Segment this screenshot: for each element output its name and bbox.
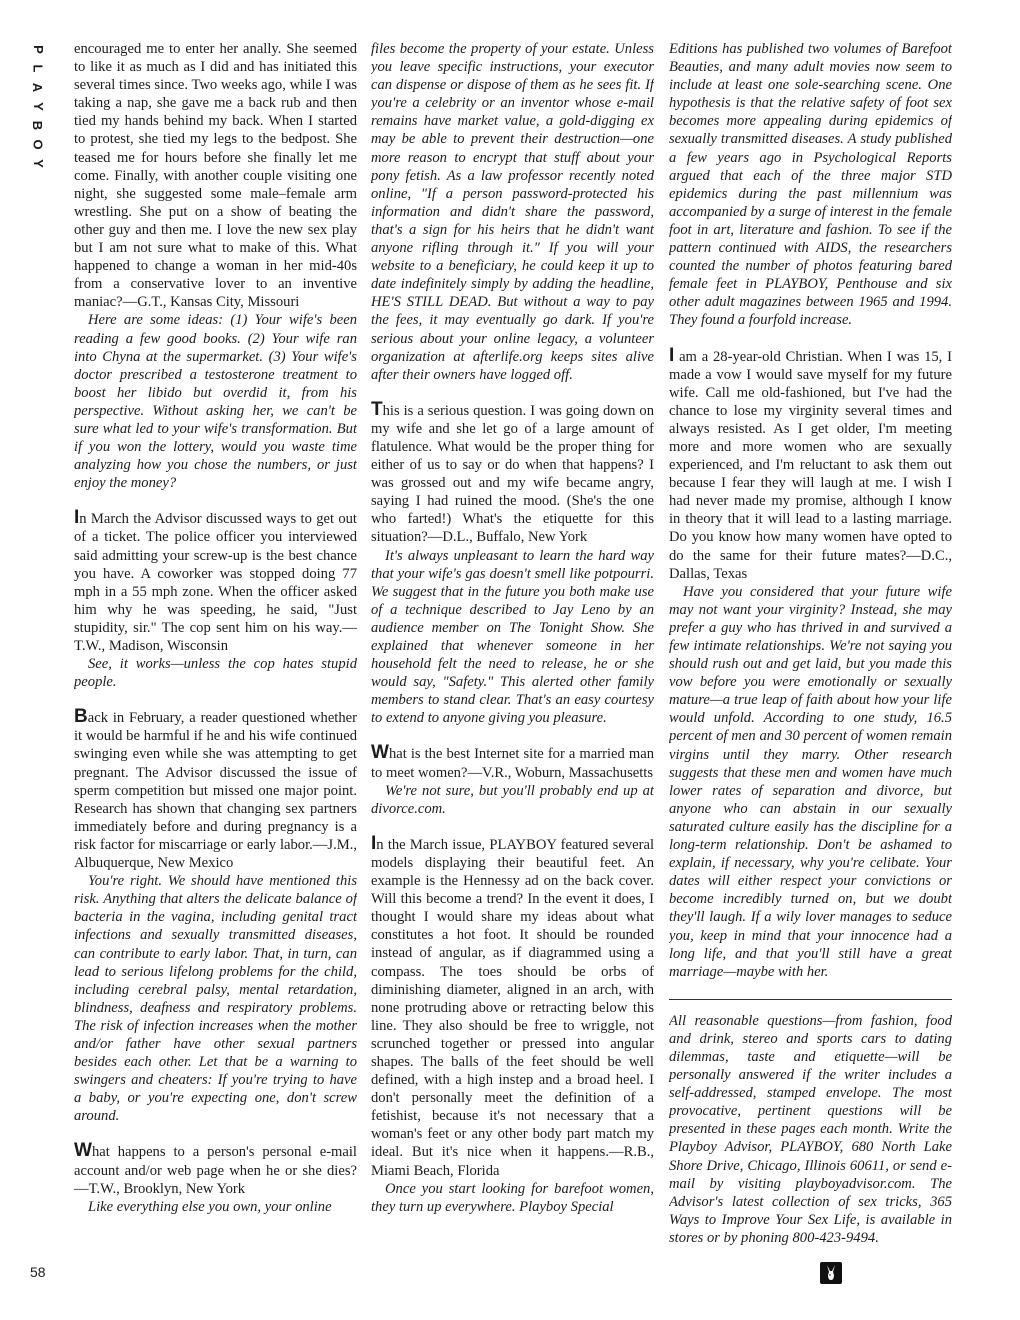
column-2 — [371, 40, 654, 1290]
reader-question-wrap — [74, 1140, 357, 1197]
reader-question: am a 28-year-old Christian. When I was 15, I made a vow I would save myself for my future wife. Call me old-fashioned, but I've had the chance to lose my virginity several times and always resisted. As I get older, I'm meeting more and more women who are sexually experienced, and I'm reluctant to ask them out because I fear they will laugh at me. I wish I had never made my promise, although I know in theory that it will lead to a lasting marriage. Do you know how many women have opted to do the same for their future mates?—D.C., Dallas, Texas — [669, 348, 952, 582]
side-mark-letter: L — [30, 64, 46, 73]
reader-question-wrap — [371, 742, 654, 781]
reader-question: n March the Advisor discussed ways to get out of a ticket. The police officer you interviewed said admitting your screw-up is the best chance you have. A coworker was stopped doing 77 mph in a 55 mph zone. When the officer asked him why he was speeding, he said, "Just stupidity, sir." The cop sent him on his way.—T.W., Madison, Wisconsin — [74, 511, 357, 654]
drop-initial: I — [74, 507, 80, 529]
reader-question-wrap — [371, 832, 654, 1180]
advice-entry — [74, 1140, 357, 1215]
drop-initial: W — [74, 1140, 92, 1162]
divider — [669, 999, 952, 1000]
column-3 — [669, 40, 952, 1290]
advisor-answer: It's always unpleasant to learn the hard way that your wife's gas doesn't smell like potpourri. We suggest that in the future you both make use of a technique described to Jay Leno by an audience member on The Tonight Show. She explained that whenever someone in her household felt the need to release, he or she would say, "Safety." This alerted other family members to stand clear. That's an easy courtesy to extend to anyone giving you pleasure. — [371, 547, 654, 727]
advisor-answer: Have you considered that your future wife may not want your virginity? Instead, she may prefer a guy who has thrived in and survived a few intimate relationships. We're not saying you should rush out and get laid, but you made this vow before you were emotionally or sexually mature—a true leap of faith about how your life would unfold. According to one study, 16.5 percent of men and 30 percent of women remain virgins until they marry. Other research suggests that these men and women have much lower rates of separation and divorce, but anyone who can abstain in our sexually saturated culture easily has the discipline for a long-term relationship. Don't be ashamed to explain, if necessary, why you're celibate. Your dates will either respect your convictions or become incredibly turned on, but we doubt they'll laugh. If a wily lover manages to seduce you, keep in mind that your innocence had a long life, and that you'll still have a great marriage—maybe with her. — [669, 583, 952, 980]
advisor-answer: Editions has published two volumes of Barefoot Beauties, and many adult movies now seem to include at least one sole-searching scene. One hypothesis is that the relative safety of foot sex becomes more appealing during epidemics of sexually transmitted diseases. A study published a few years ago in Psychological Reports argued that each of the three major STD epidemics during the past millennium was accompanied by a surge of interest in the female foot in art, literature and fashion. To see if the pattern continued with AIDS, the researchers counted the number of photos featuring bared female feet in PLAYBOY, Penthouse and six other adult magazines between 1965 and 1994. They found a fourfold increase. — [669, 41, 952, 329]
drop-initial: T — [371, 398, 383, 420]
reader-question: ack in February, a reader questioned whether it would be harmful if he and his wife continued swinging even while she was attempting to get pregnant. The Advisor discussed the issue of sperm competition but missed one major point. Research has shown that changing sex partners immediately before and during pregnancy is a risk factor for miscarriage or early labor.—J.M., Albuquerque, New Mexico — [74, 710, 357, 872]
reader-question: encouraged me to enter her anally. She seemed to like it as much as I did and has initiated this several times since. Two weeks ago, while I was taking a nap, she gave me a back rub and then tied my hands behind my back. When I started to protest, she tied my legs to the bedpost. She teased me for hours before she finally let me come. Finally, with another couple visiting one night, she suggested some male–female arm wrestling. She put on a show of beating the other guy and then me. I love the new sex play but I am not sure what to make of this. What happened to change a woman in her mid-40s from a conservative lover to an inventive maniac?—G.T., Kansas City, Missouri — [74, 41, 357, 311]
advisor-answer: We're not sure, but you'll probably end up at divorce.com. — [371, 782, 654, 817]
submission-note: All reasonable questions—from fashion, food and drink, stereo and sports cars to dating dilemmas, taste and etiquette—will be personally answered if the writer includes a self-addressed, stamped envelope. The most provocative, pertinent questions will be presented in these pages each month. Write the Playboy Advisor, PLAYBOY, 680 North Lake Shore Drive, Chicago, Illinois 60611, or send e-mail by visiting playboyadvisor.com. The Advisor's latest collection of sex tricks, 365 Ways to Improve Your Sex Life, is available in stores or by phoning 800-423-9494. — [669, 1012, 952, 1246]
advisor-answer: You're right. We should have mentioned this risk. Anything that alters the delicate balance of bacteria in the vagina, including genital tract infections and sexually transmitted diseases, can contribute to early labor. That, in turn, can lead to serious lifelong problems for the child, including cerebral palsy, mental retardation, blindness, deafness and respiratory problems. The risk of infection increases when the mother and/or father have other sexual partners besides each other. Let that be a warning to swingers and cheaters: If you're trying to have a baby, or you're expecting one, don't screw around. — [74, 873, 357, 1125]
reader-question-wrap — [74, 706, 357, 872]
side-mark-letter: Y — [30, 159, 46, 168]
advisor-answer: Here are some ideas: (1) Your wife's been reading a few good books. (2) Your wife ran into Chyna at the supermarket. (3) Your wife's doctor prescribed a testosterone treatment to boost her libido but overdid it, from his perspective. Without asking her, we can't be sure what led to your wife's transformation. But if you won the lottery, would you waste time analyzing how you chose the numbers, or just enjoy the money? — [74, 312, 357, 492]
advice-entry — [74, 40, 357, 492]
side-mark-letter: B — [30, 120, 46, 131]
reader-question-wrap — [371, 398, 654, 547]
drop-initial: W — [371, 742, 389, 764]
page-number: 58 — [30, 1264, 46, 1280]
advisor-answer: Like everything else you own, your online — [88, 1198, 332, 1215]
reader-question: n the March issue, PLAYBOY featured several models displaying their beautiful feet. An example is the Hennessy ad on the back cover. Will this become a trend? In the event it does, I thought I would share my ideas about what constitutes a hot foot. It should be rounded instead of angular, as if diagrammed using a compass. The toes should be orbs of diminishing diameter, aligned in an arch, with none protruding above or retracting below this line. They also should be free to wriggle, not scrunched together or pressed into angular shapes. The balls of the feet should be well defined, with a high instep and a broad heel. I don't personally meet the definition of a fetishist, because it's not necessary that a woman's feet or any other body part match my ideal. But it's nice when it happens.—R.B., Miami Beach, Florida — [371, 836, 654, 1179]
drop-initial: I — [371, 832, 377, 854]
advice-entry — [371, 40, 654, 384]
column-1 — [74, 40, 357, 1290]
reader-question: hat happens to a person's personal e-mail account and/or web page when he or she dies?—T.W., Brooklyn, New York — [74, 1144, 357, 1197]
advice-entry — [74, 706, 357, 1125]
reader-question-wrap — [74, 507, 357, 655]
reader-question: his is a serious question. I was going down on my wife and she let go of a large amount of flatulence. What would be the proper thing for either of us to say or do when that happens? I was grossed out and my wife became angry, saying I had ruined the mood. (She's the one who farted!) What's the etiquette for this situation?—D.L., Buffalo, New York — [371, 402, 654, 546]
advice-entry — [74, 507, 357, 691]
advice-entry — [371, 398, 654, 728]
drop-initial: I — [669, 344, 675, 366]
rabbit-logo-icon — [820, 1262, 842, 1284]
advice-entry — [371, 832, 654, 1216]
side-mark-letter: O — [30, 139, 46, 150]
reader-question: hat is the best Internet site for a married man to meet women?—V.R., Woburn, Massachusetts — [371, 746, 654, 781]
reader-question-wrap — [669, 344, 952, 583]
advisor-answer: See, it works—unless the cop hates stupid people. — [74, 656, 357, 691]
advisor-answer: Once you start looking for barefoot women, they turn up everywhere. Playboy Special — [371, 1180, 654, 1215]
drop-initial: B — [74, 706, 88, 728]
side-mark-letter: Y — [30, 102, 46, 111]
advisor-answer: files become the property of your estate. Unless you leave specific instructions, your executor can dispense or dispose of them as he sees fit. If you're a celebrity or an inventor whose e-mail remains have market value, a gold-digging ex may be able to prevent their destruction—one more reason to encrypt that stuff about your pony fetish. As a law professor recently noted online, "If a person password-protected his information and didn't share the password, that's a sign for his heirs that he didn't want anyone rifling through it." If you will your website to a beneficiary, he could keep it up to date indefinitely simply by adding the headline, HE'S STILL DEAD. But without a way to pay the fees, it may eventually go dark. If you're serious about your online legacy, a volunteer organization at afterlife.org keeps sites alive after their owners have logged off. — [371, 41, 654, 383]
side-mark-letter: A — [30, 82, 46, 93]
magazine-side-mark — [28, 40, 48, 173]
side-mark-letter: P — [30, 45, 46, 54]
advice-entry — [669, 344, 952, 981]
advice-entry — [669, 40, 952, 330]
advice-entry — [371, 742, 654, 817]
